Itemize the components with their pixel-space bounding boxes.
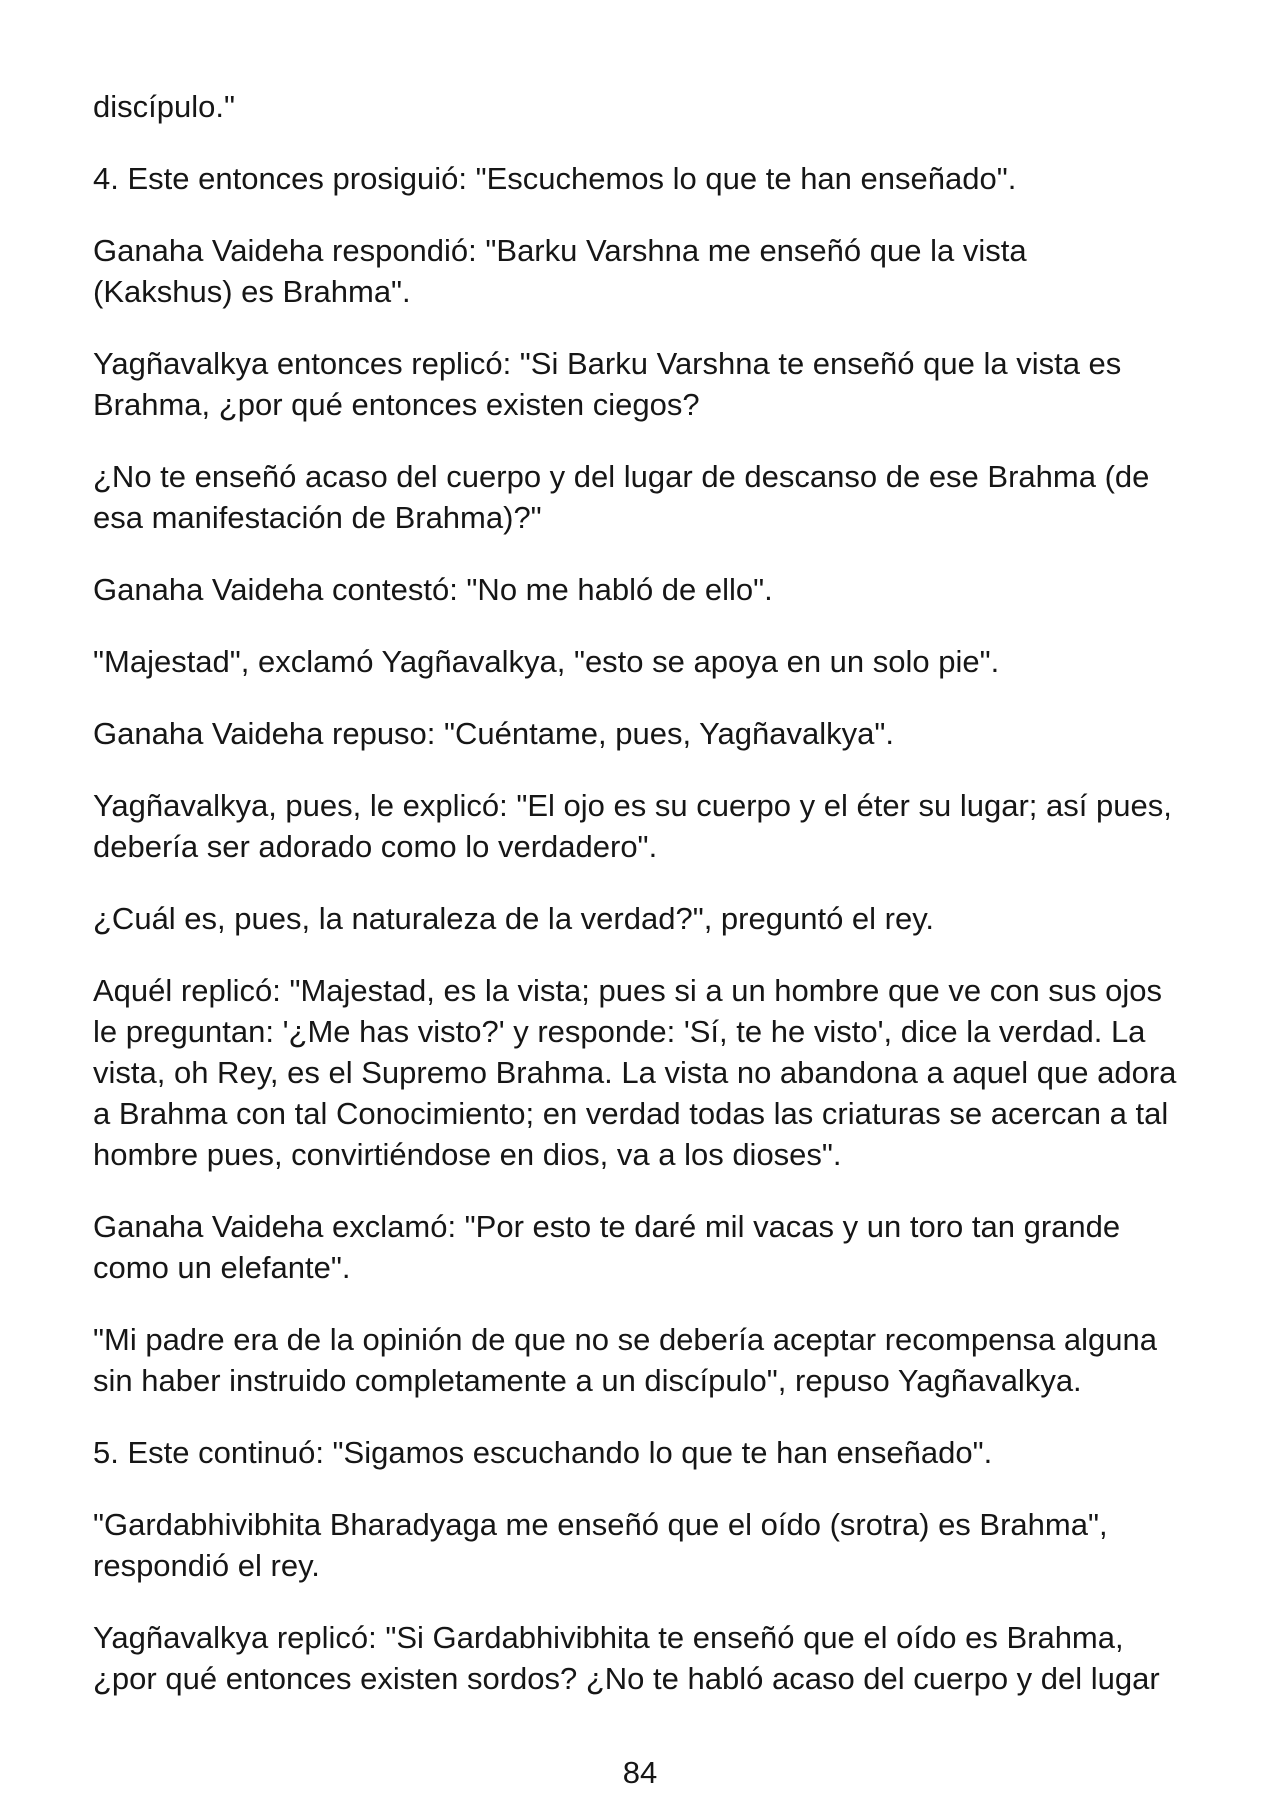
- text-line: sin haber instruido completamente a un discípulo", repuso Yagñavalkya.: [93, 1363, 1082, 1398]
- text-line: Yagñavalkya, pues, le explicó: "El ojo es su cuerpo y el éter su lugar; así pues,: [93, 788, 1172, 823]
- text-line: esa manifestación de Brahma)?": [93, 500, 542, 535]
- text-line: 4. Este entonces prosiguió: "Escuchemos lo que te han enseñado".: [93, 161, 1017, 196]
- paragraph: [93, 1432, 1243, 1473]
- text-line: discípulo.": [93, 89, 235, 124]
- paragraph: [93, 713, 1243, 754]
- text-line: Ganaha Vaideha contestó: "No me habló de ello".: [93, 572, 773, 607]
- text-line: Brahma, ¿por qué entonces existen ciegos?: [93, 387, 700, 422]
- paragraph: [93, 456, 1243, 538]
- text-line: 5. Este continuó: "Sigamos escuchando lo que te han enseñado".: [93, 1435, 993, 1470]
- text-line: a Brahma con tal Conocimiento; en verdad todas las criaturas se acercan a tal: [93, 1096, 1169, 1131]
- paragraph: [93, 785, 1243, 867]
- paragraph: [93, 569, 1243, 610]
- text-line: respondió el rey.: [93, 1548, 320, 1583]
- paragraph: [93, 970, 1243, 1175]
- text-line: Ganaha Vaideha respondió: "Barku Varshna me enseñó que la vista: [93, 233, 1027, 268]
- text-line: Ganaha Vaideha exclamó: "Por esto te daré mil vacas y un toro tan grande: [93, 1209, 1121, 1244]
- text-line: como un elefante".: [93, 1250, 351, 1285]
- text-line: le preguntan: '¿Me has visto?' y responde: 'Sí, te he visto', dice la verdad. La: [93, 1014, 1146, 1049]
- text-line: "Gardabhivibhita Bharadyaga me enseñó que el oído (srotra) es Brahma",: [93, 1507, 1108, 1542]
- text-line: Aquél replicó: "Majestad, es la vista; pues si a un hombre que ve con sus ojos: [93, 973, 1163, 1008]
- text-line: vista, oh Rey, es el Supremo Brahma. La vista no abandona a aquel que adora: [93, 1055, 1177, 1090]
- text-line: Yagñavalkya entonces replicó: "Si Barku Varshna te enseñó que la vista es: [93, 346, 1122, 381]
- text-line: "Mi padre era de la opinión de que no se debería aceptar recompensa alguna: [93, 1322, 1158, 1357]
- text-line: debería ser adorado como lo verdadero".: [93, 829, 658, 864]
- text-line: ¿Cuál es, pues, la naturaleza de la verdad?", preguntó el rey.: [93, 901, 935, 936]
- text-line: ¿No te enseñó acaso del cuerpo y del lugar de descanso de ese Brahma (de: [93, 459, 1150, 494]
- paragraph: [93, 343, 1243, 425]
- text-line: "Majestad", exclamó Yagñavalkya, "esto se apoya en un solo pie".: [93, 644, 1000, 679]
- paragraph: [93, 230, 1243, 312]
- paragraph: [93, 1617, 1243, 1699]
- page-body: [93, 86, 1243, 1730]
- text-line: hombre pues, convirtiéndose en dios, va a los dioses".: [93, 1137, 842, 1172]
- page-number: 84: [622, 1755, 658, 1790]
- paragraph: [93, 86, 1243, 127]
- paragraph: [93, 1504, 1243, 1586]
- paragraph: [93, 641, 1243, 682]
- text-line: Ganaha Vaideha repuso: "Cuéntame, pues, Yagñavalkya".: [93, 716, 894, 751]
- text-line: ¿por qué entonces existen sordos? ¿No te habló acaso del cuerpo y del lugar: [93, 1661, 1160, 1696]
- paragraph: [93, 1319, 1243, 1401]
- paragraph: [93, 158, 1243, 199]
- text-line: Yagñavalkya replicó: "Si Gardabhivibhita te enseñó que el oído es Brahma,: [93, 1620, 1124, 1655]
- paragraph: [93, 1206, 1243, 1288]
- text-line: (Kakshus) es Brahma".: [93, 274, 411, 309]
- paragraph: [93, 898, 1243, 939]
